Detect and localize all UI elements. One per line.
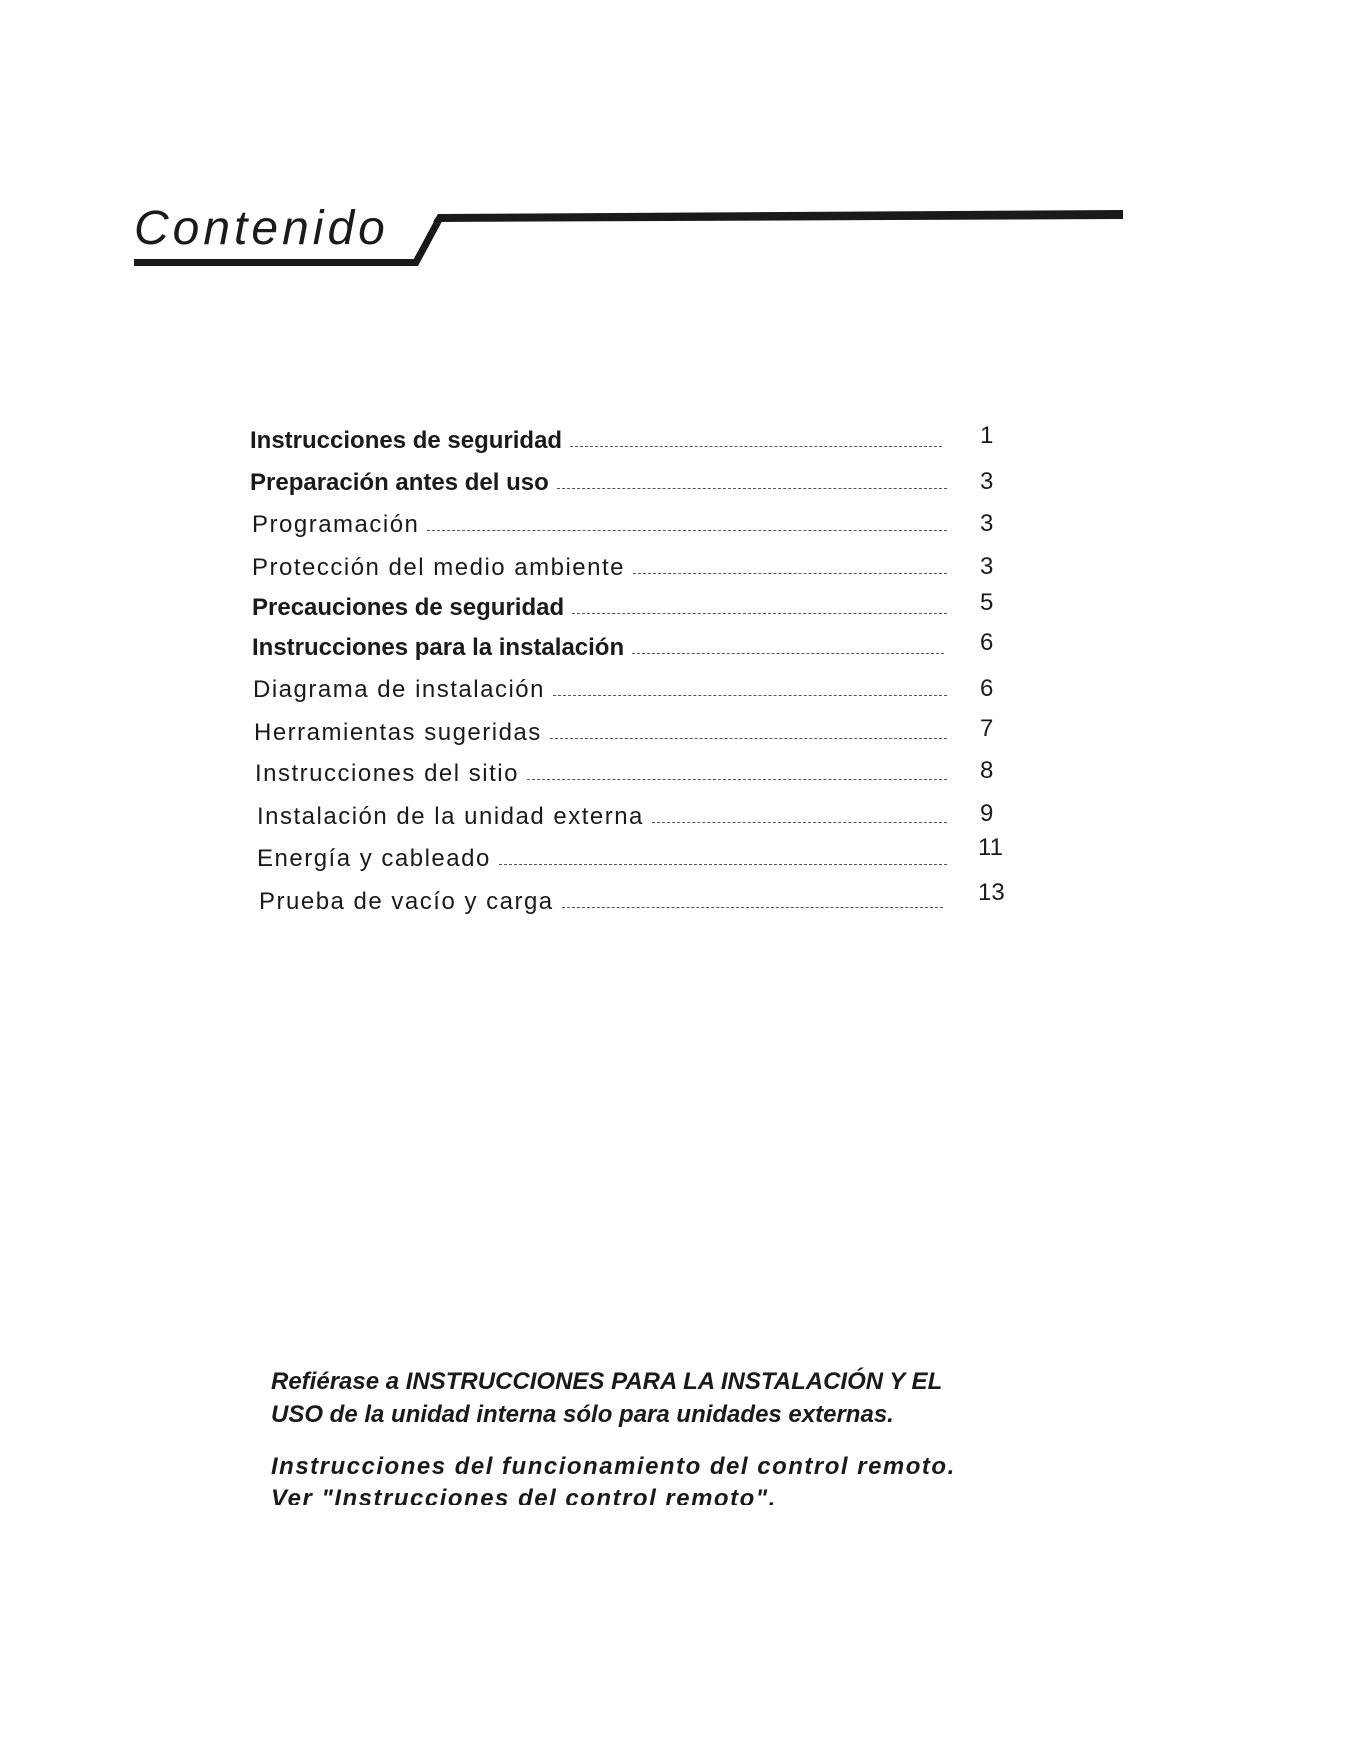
toc-entry-label: Diagrama de instalación <box>253 676 545 703</box>
toc-leader <box>553 693 947 696</box>
toc-leader <box>562 905 943 908</box>
toc-entry-label: Energía y cableado <box>257 845 491 872</box>
toc-leader <box>557 486 947 489</box>
toc-entry[interactable] <box>257 842 955 876</box>
toc-entry-label: Precauciones de seguridad <box>252 594 565 621</box>
toc-entry-label: Instrucciones para la instalación <box>252 634 625 661</box>
toc-entry-page: 3 <box>980 553 994 580</box>
toc-entry-label: Instrucciones del sitio <box>255 760 519 787</box>
note-line-4: Ver "Instrucciones del control remoto". <box>271 1485 777 1505</box>
toc-leader <box>550 736 947 739</box>
toc-entry-page: 1 <box>980 422 994 449</box>
toc-entry[interactable] <box>252 591 955 625</box>
toc-entry[interactable] <box>253 673 955 707</box>
toc-leader <box>499 862 947 865</box>
toc-entry[interactable] <box>252 631 952 665</box>
toc-entry-label: Programación <box>252 511 420 538</box>
toc-entry[interactable] <box>250 466 955 500</box>
toc-entry[interactable] <box>257 800 955 834</box>
note-line-1: Refiérase a INSTRUCCIONES PARA LA INSTALACIÓN Y EL <box>271 1368 943 1395</box>
toc-leader <box>427 528 947 531</box>
note-line-3: Instrucciones del funcionamiento del control remoto. <box>271 1453 956 1480</box>
toc-entry[interactable] <box>252 551 955 585</box>
toc-entry[interactable] <box>250 424 950 458</box>
toc-entry-page: 9 <box>980 800 994 827</box>
page-title: Contenido <box>134 202 389 255</box>
toc-entry-label: Instalación de la unidad externa <box>257 803 644 830</box>
toc-entry-page: 6 <box>980 675 994 702</box>
toc-entry-page: 3 <box>980 468 994 495</box>
toc-entry-page: 8 <box>980 757 994 784</box>
toc-entry-page: 13 <box>978 879 1005 906</box>
toc-entry-label: Preparación antes del uso <box>250 469 549 496</box>
toc-entry-page: 5 <box>980 589 994 616</box>
toc-entry[interactable] <box>252 508 955 542</box>
toc-entry-label: Prueba de vacío y carga <box>259 888 554 915</box>
toc-leader <box>572 611 947 614</box>
toc-leader <box>632 651 944 654</box>
toc-entry-label: Protección del medio ambiente <box>252 554 626 581</box>
toc-leader <box>527 777 947 780</box>
toc-leader <box>652 820 947 823</box>
toc-entry[interactable] <box>254 716 955 750</box>
toc-entry[interactable] <box>259 885 951 919</box>
toc-entry[interactable] <box>255 757 955 791</box>
toc-entry-label: Herramientas sugeridas <box>254 719 542 746</box>
toc-leader <box>570 444 942 447</box>
toc-entry-label: Instrucciones de seguridad <box>250 427 563 454</box>
toc-entry-page: 3 <box>980 510 994 537</box>
toc-entry-page: 11 <box>978 834 1003 861</box>
toc-entry-page: 7 <box>980 715 994 742</box>
note-clip <box>260 1435 1060 1505</box>
toc-entry-page: 6 <box>980 629 994 656</box>
toc-leader <box>633 571 947 574</box>
note-line-2: USO de la unidad interna sólo para unidades externas. <box>271 1401 894 1428</box>
